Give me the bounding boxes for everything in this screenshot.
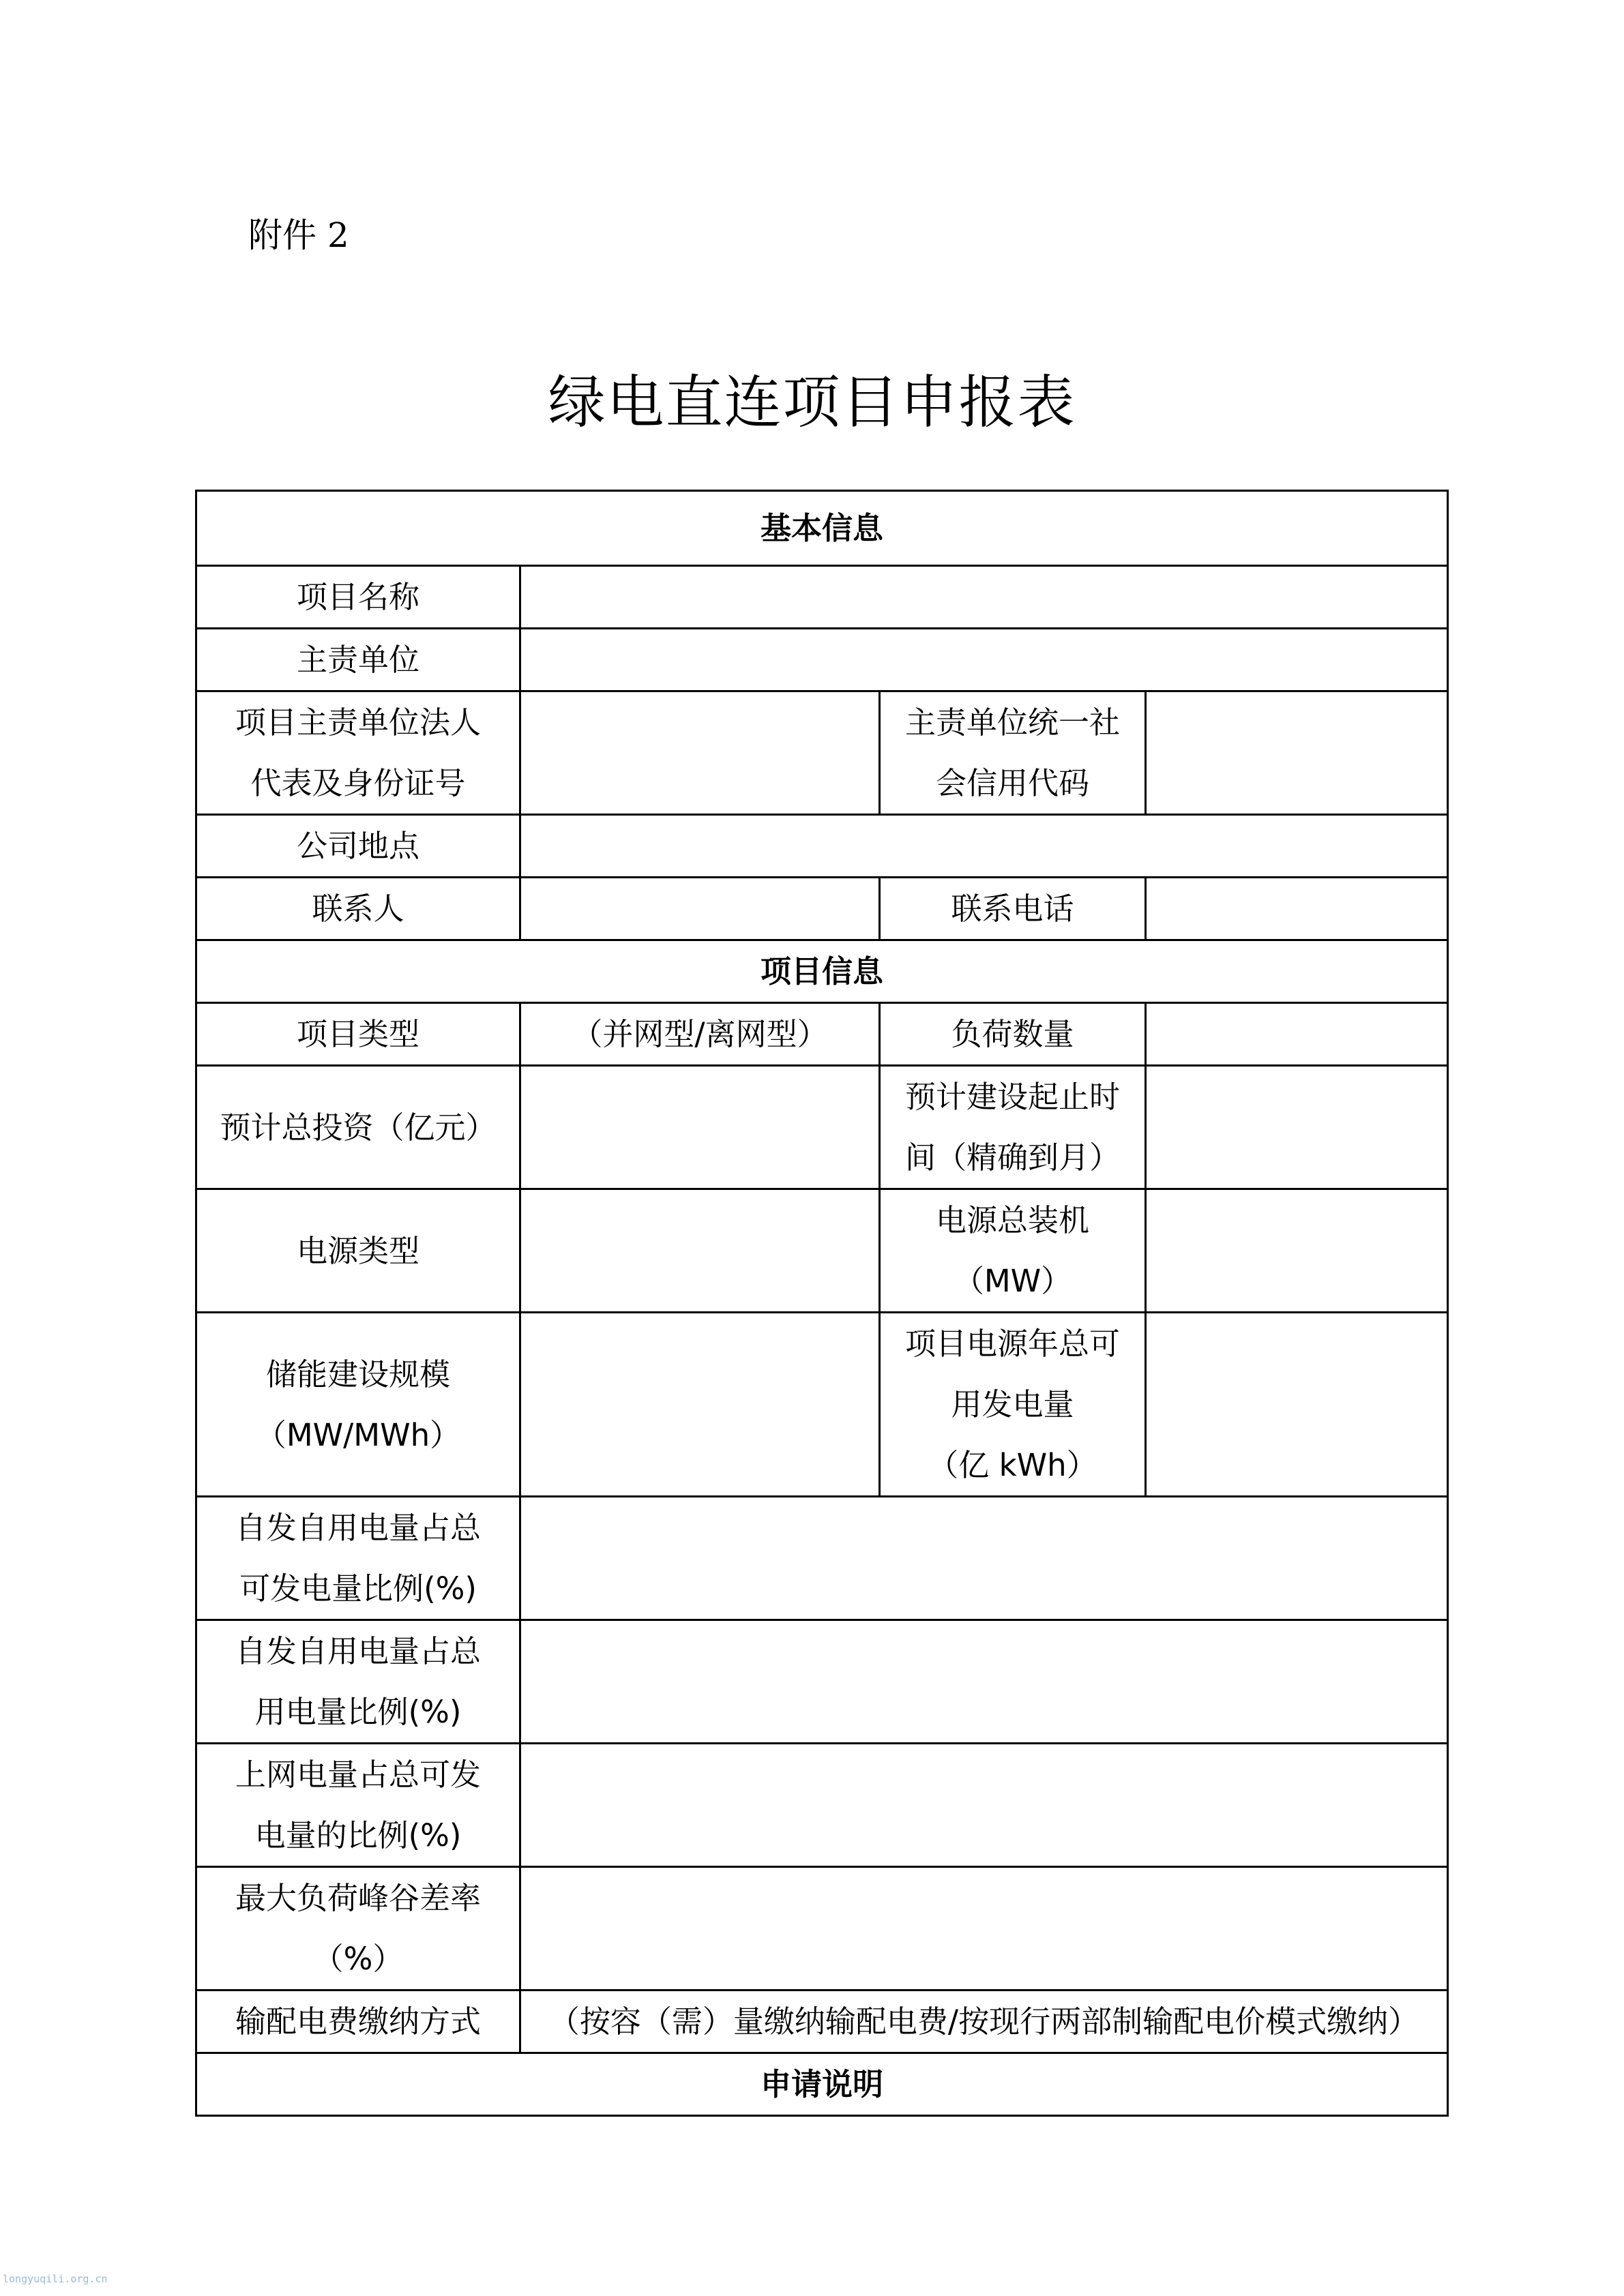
label-load-count: 负荷数量 [880,1003,1146,1066]
field-installed-capacity[interactable] [1146,1189,1448,1313]
label-project-name: 项目名称 [196,566,520,629]
form-title: 绿电直连项目申报表 [548,369,1076,436]
field-grid-ratio[interactable] [520,1744,1448,1867]
field-self-use-gen-ratio[interactable] [520,1497,1448,1620]
label-legal-representative: 项目主责单位法人 代表及身份证号 [196,691,520,815]
label-contact-person: 联系人 [196,878,520,940]
field-legal-representative[interactable] [520,691,880,815]
watermark-text: longyuqili.org.cn [3,2273,108,2285]
attachment-label: 附件 2 [248,215,349,255]
label-contact-phone: 联系电话 [880,878,1146,940]
field-self-use-consumption-ratio[interactable] [520,1620,1448,1744]
field-credit-code[interactable] [1146,691,1448,815]
application-form-table [195,490,1449,2117]
label-storage-scale: 储能建设规模 （MW/MWh） [196,1313,520,1497]
field-annual-generation[interactable] [1146,1313,1448,1497]
field-load-count[interactable] [1146,1003,1448,1066]
label-fee-method: 输配电费缴纳方式 [196,1991,520,2053]
field-total-investment[interactable] [520,1066,880,1189]
label-peak-valley-rate: 最大负荷峰谷差率 （%） [196,1867,520,1991]
label-total-investment: 预计总投资（亿元） [196,1066,520,1189]
label-responsible-unit: 主责单位 [196,629,520,691]
label-self-use-gen-ratio: 自发自用电量占总 可发电量比例(%) [196,1497,520,1620]
field-peak-valley-rate[interactable] [520,1867,1448,1991]
field-project-name[interactable] [520,566,1448,629]
label-annual-generation: 项目电源年总可 用发电量 （亿 kWh） [880,1313,1146,1497]
label-grid-ratio: 上网电量占总可发 电量的比例(%) [196,1744,520,1867]
field-responsible-unit[interactable] [520,629,1448,691]
field-company-address[interactable] [520,815,1448,878]
section-basic-info: 基本信息 [196,491,1448,566]
label-power-source-type: 电源类型 [196,1189,520,1313]
field-power-source-type[interactable] [520,1189,880,1313]
field-project-type[interactable]: （并网型/离网型） [520,1003,880,1066]
label-credit-code: 主责单位统一社 会信用代码 [880,691,1146,815]
label-company-address: 公司地点 [196,815,520,878]
label-construction-schedule: 预计建设起止时 间（精确到月） [880,1066,1146,1189]
label-installed-capacity: 电源总装机 （MW） [880,1189,1146,1313]
field-fee-method[interactable]: （按容（需）量缴纳输配电费/按现行两部制输配电价模式缴纳） [520,1991,1448,2053]
section-project-info: 项目信息 [196,940,1448,1003]
field-contact-person[interactable] [520,878,880,940]
section-application-notes: 申请说明 [196,2053,1448,2116]
label-self-use-consumption-ratio: 自发自用电量占总 用电量比例(%) [196,1620,520,1744]
field-contact-phone[interactable] [1146,878,1448,940]
field-construction-schedule[interactable] [1146,1066,1448,1189]
label-project-type: 项目类型 [196,1003,520,1066]
field-storage-scale[interactable] [520,1313,880,1497]
